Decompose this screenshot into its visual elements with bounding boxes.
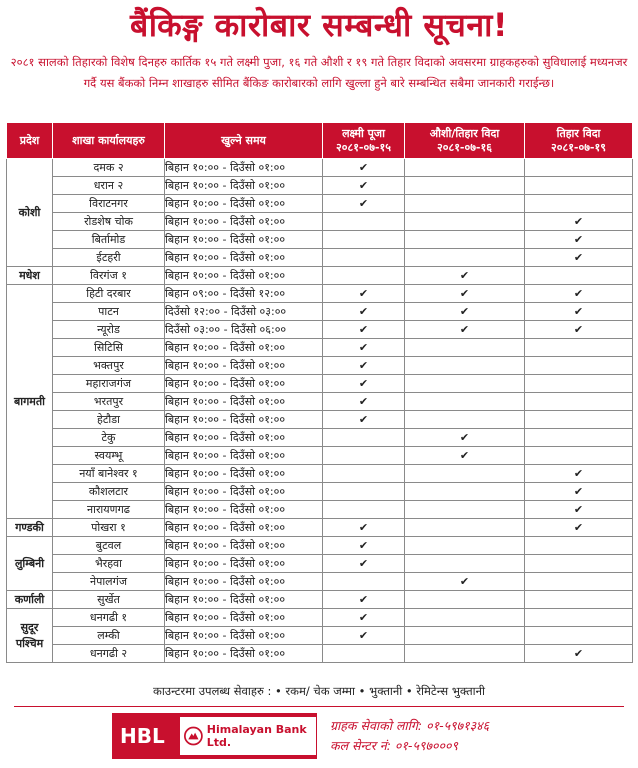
- time-cell: बिहान १०:०० - दिउँसो ०१:००: [165, 501, 323, 519]
- open-d2-cell: [405, 303, 525, 321]
- table-row: [7, 555, 633, 573]
- time-cell: दिउँसो १२:०० - दिउँसो ०३:००: [165, 303, 323, 321]
- time-cell: बिहान १०:०० - दिउँसो ०१:००: [165, 537, 323, 555]
- open-d1-cell: [323, 483, 405, 501]
- province-cell: कर्णाली: [7, 591, 53, 609]
- open-d3-cell: [525, 573, 633, 591]
- checkmark-icon: ✔: [358, 178, 369, 192]
- branch-cell: विराटनगर: [53, 195, 165, 213]
- open-d2-cell: [405, 267, 525, 285]
- checkmark-icon: ✔: [358, 322, 369, 336]
- open-d2-cell: [405, 573, 525, 591]
- open-d1-cell: [323, 303, 405, 321]
- time-cell: बिहान १०:०० - दिउँसो ०१:००: [165, 375, 323, 393]
- logo-short: HBL: [120, 724, 165, 748]
- open-d1-cell: [323, 267, 405, 285]
- checkmark-icon: ✔: [358, 628, 369, 642]
- checkmark-icon: ✔: [358, 394, 369, 408]
- time-cell: बिहान १०:०० - दिउँसो ०१:००: [165, 159, 323, 177]
- bank-emblem-icon: [184, 725, 203, 747]
- open-d1-cell: [323, 447, 405, 465]
- checkmark-icon: ✔: [358, 556, 369, 570]
- checkmark-icon: ✔: [459, 286, 470, 300]
- open-d2-cell: [405, 393, 525, 411]
- province-cell: सुदूर पश्चिम: [7, 609, 53, 663]
- branch-cell: ईटहरी: [53, 249, 165, 267]
- open-d2-cell: [405, 159, 525, 177]
- open-d2-cell: [405, 501, 525, 519]
- table-row: [7, 303, 633, 321]
- table-row: [7, 339, 633, 357]
- checkmark-icon: ✔: [573, 322, 584, 336]
- open-d3-cell: [525, 393, 633, 411]
- notice-intro: २०८१ सालको तिहारको विशेष दिनहरु कार्तिक १५ गते लक्ष्मी पुजा, १६ गते औशी र १९ गते तिहार विदाको अवसरमा ग्राहकहरुको सुविधालाई मध्यनजर गर्दै यस बैंकको निम्न शाखाहरु सीमित बैंकिङ कारोबारको लागि खुल्ला हुने बारे सम्बन्धित सबैमा जानकारी गराईन्छ।: [10, 55, 628, 90]
- open-d2-cell: [405, 555, 525, 573]
- header-day-3: [525, 123, 633, 159]
- table-row: [7, 483, 633, 501]
- open-d1-cell: [323, 573, 405, 591]
- table-row: [7, 195, 633, 213]
- open-d3-cell: [525, 321, 633, 339]
- open-d1-cell: [323, 393, 405, 411]
- open-d1-cell: [323, 195, 405, 213]
- branch-cell: दमक २: [53, 159, 165, 177]
- branch-cell: धनगढी १: [53, 609, 165, 627]
- time-cell: बिहान ०९:०० - दिउँसो १२:००: [165, 285, 323, 303]
- open-d1-cell: [323, 357, 405, 375]
- open-d2-cell: [405, 231, 525, 249]
- open-d1-cell: [323, 321, 405, 339]
- branch-cell: रोडशेष चोक: [53, 213, 165, 231]
- open-d2-cell: [405, 519, 525, 537]
- province-cell: बागमती: [7, 285, 53, 519]
- open-d3-cell: [525, 555, 633, 573]
- checkmark-icon: ✔: [573, 304, 584, 318]
- open-d2-cell: [405, 411, 525, 429]
- open-d3-cell: [525, 429, 633, 447]
- checkmark-icon: ✔: [573, 502, 584, 516]
- time-cell: बिहान १०:०० - दिउँसो ०१:००: [165, 213, 323, 231]
- checkmark-icon: ✔: [358, 592, 369, 606]
- checkmark-icon: ✔: [358, 376, 369, 390]
- checkmark-icon: ✔: [358, 610, 369, 624]
- open-d2-cell: [405, 645, 525, 663]
- time-cell: बिहान १०:०० - दिउँसो ०१:००: [165, 393, 323, 411]
- time-cell: बिहान १०:०० - दिउँसो ०१:००: [165, 483, 323, 501]
- province-cell: गण्डकी: [7, 519, 53, 537]
- checkmark-icon: ✔: [573, 484, 584, 498]
- branch-cell: भक्तपुर: [53, 357, 165, 375]
- open-d1-cell: [323, 501, 405, 519]
- open-d2-cell: [405, 465, 525, 483]
- branch-cell: धरान २: [53, 177, 165, 195]
- province-cell: लुम्बिनी: [7, 537, 53, 591]
- branch-cell: पाटन: [53, 303, 165, 321]
- branch-cell: नारायणगढ: [53, 501, 165, 519]
- checkmark-icon: ✔: [358, 412, 369, 426]
- table-row: [7, 231, 633, 249]
- checkmark-icon: ✔: [358, 340, 369, 354]
- open-d1-cell: [323, 159, 405, 177]
- time-cell: बिहान १०:०० - दिउँसो ०१:००: [165, 249, 323, 267]
- open-d3-cell: [525, 627, 633, 645]
- table-row: [7, 267, 633, 285]
- header-time: खुल्ने समय: [165, 123, 323, 159]
- open-d2-cell: [405, 249, 525, 267]
- branch-cell: पोखरा १: [53, 519, 165, 537]
- checkmark-icon: ✔: [358, 286, 369, 300]
- time-cell: बिहान १०:०० - दिउँसो ०१:००: [165, 591, 323, 609]
- open-d2-cell: [405, 285, 525, 303]
- table-row: [7, 645, 633, 663]
- table-row: [7, 249, 633, 267]
- table-row: [7, 591, 633, 609]
- table-row: [7, 159, 633, 177]
- checkmark-icon: ✔: [358, 520, 369, 534]
- branch-cell: नेपालगंज: [53, 573, 165, 591]
- logo-bank-name: Himalayan Bank Ltd.: [206, 723, 307, 749]
- branch-cell: बुटवल: [53, 537, 165, 555]
- open-d1-cell: [323, 177, 405, 195]
- open-d1-cell: [323, 555, 405, 573]
- checkmark-icon: ✔: [358, 538, 369, 552]
- branch-cell: विरगंज १: [53, 267, 165, 285]
- branch-cell: टेकु: [53, 429, 165, 447]
- call-center-number: कल सेन्टर नं: ०१-५९७०००९: [330, 738, 458, 753]
- table-row: [7, 321, 633, 339]
- branch-cell: भरतपुर: [53, 393, 165, 411]
- branch-cell: हेटौडा: [53, 411, 165, 429]
- table-row: [7, 573, 633, 591]
- checkmark-icon: ✔: [573, 250, 584, 264]
- table-row: [7, 177, 633, 195]
- branch-cell: भैरहवा: [53, 555, 165, 573]
- open-d1-cell: [323, 375, 405, 393]
- open-d2-cell: [405, 195, 525, 213]
- open-d3-cell: [525, 483, 633, 501]
- open-d2-cell: [405, 339, 525, 357]
- open-d1-cell: [323, 249, 405, 267]
- checkmark-icon: ✔: [459, 322, 470, 336]
- open-d2-cell: [405, 609, 525, 627]
- header-day-2: [405, 123, 525, 159]
- province-cell: मधेश: [7, 267, 53, 285]
- table-row: [7, 357, 633, 375]
- header-day-1-date: २०८१-०७-१५: [336, 140, 391, 154]
- open-d3-cell: [525, 501, 633, 519]
- table-row: [7, 627, 633, 645]
- open-d1-cell: [323, 519, 405, 537]
- open-d3-cell: [525, 411, 633, 429]
- open-d2-cell: [405, 591, 525, 609]
- branch-cell: महाराजगंज: [53, 375, 165, 393]
- header-day-3-name: तिहार विदा: [556, 126, 601, 140]
- time-cell: बिहान १०:०० - दिउँसो ०१:००: [165, 267, 323, 285]
- table-row: [7, 537, 633, 555]
- table-row: [7, 411, 633, 429]
- open-d2-cell: [405, 447, 525, 465]
- open-d1-cell: [323, 285, 405, 303]
- time-cell: बिहान १०:०० - दिउँसो ०१:००: [165, 573, 323, 591]
- open-d2-cell: [405, 375, 525, 393]
- table-row: [7, 285, 633, 303]
- checkmark-icon: ✔: [358, 358, 369, 372]
- open-d2-cell: [405, 627, 525, 645]
- open-d3-cell: [525, 591, 633, 609]
- table-row: [7, 393, 633, 411]
- branch-cell: सिटिसि: [53, 339, 165, 357]
- open-d3-cell: [525, 447, 633, 465]
- province-cell: कोशी: [7, 159, 53, 267]
- time-cell: बिहान १०:०० - दिउँसो ०१:००: [165, 339, 323, 357]
- time-cell: बिहान १०:०० - दिउँसो ०१:००: [165, 645, 323, 663]
- open-d3-cell: [525, 231, 633, 249]
- open-d3-cell: [525, 195, 633, 213]
- checkmark-icon: ✔: [573, 232, 584, 246]
- branch-cell: कौशलटार: [53, 483, 165, 501]
- time-cell: बिहान १०:०० - दिउँसो ०१:००: [165, 177, 323, 195]
- open-d1-cell: [323, 591, 405, 609]
- time-cell: बिहान १०:०० - दिउँसो ०१:००: [165, 411, 323, 429]
- open-d3-cell: [525, 537, 633, 555]
- time-cell: बिहान १०:०० - दिउँसो ०१:००: [165, 465, 323, 483]
- contact-info: [330, 716, 489, 756]
- table-body: [7, 159, 633, 663]
- time-cell: बिहान १०:०० - दिउँसो ०१:००: [165, 555, 323, 573]
- branch-cell: हिटी दरबार: [53, 285, 165, 303]
- checkmark-icon: ✔: [358, 196, 369, 210]
- open-d3-cell: [525, 645, 633, 663]
- time-cell: बिहान १०:०० - दिउँसो ०१:००: [165, 357, 323, 375]
- checkmark-icon: ✔: [459, 304, 470, 318]
- open-d2-cell: [405, 177, 525, 195]
- header-branch: शाखा कार्यालयहरु: [53, 123, 165, 159]
- table-row: [7, 465, 633, 483]
- table-row: [7, 375, 633, 393]
- open-d3-cell: [525, 519, 633, 537]
- table-row: [7, 213, 633, 231]
- open-d3-cell: [525, 249, 633, 267]
- header-day-1: [323, 123, 405, 159]
- checkmark-icon: ✔: [358, 304, 369, 318]
- bank-logo: [112, 713, 317, 759]
- open-d2-cell: [405, 483, 525, 501]
- open-d3-cell: [525, 285, 633, 303]
- open-d3-cell: [525, 339, 633, 357]
- checkmark-icon: ✔: [573, 646, 584, 660]
- checkmark-icon: ✔: [358, 160, 369, 174]
- open-d3-cell: [525, 465, 633, 483]
- table-header-row: [7, 123, 633, 159]
- time-cell: बिहान १०:०० - दिउँसो ०१:००: [165, 609, 323, 627]
- branch-cell: बिर्तामोड: [53, 231, 165, 249]
- open-d1-cell: [323, 339, 405, 357]
- branch-schedule-table: [6, 122, 633, 663]
- open-d3-cell: [525, 177, 633, 195]
- open-d2-cell: [405, 357, 525, 375]
- time-cell: बिहान १०:०० - दिउँसो ०१:००: [165, 195, 323, 213]
- open-d2-cell: [405, 321, 525, 339]
- branch-cell: लम्की: [53, 627, 165, 645]
- open-d1-cell: [323, 645, 405, 663]
- branch-cell: स्वयम्भू: [53, 447, 165, 465]
- checkmark-icon: ✔: [459, 448, 470, 462]
- notice-title: बैंकिङ्ग कारोबार सम्बन्धी सूचना!: [130, 6, 508, 44]
- table-row: [7, 447, 633, 465]
- checkmark-icon: ✔: [573, 286, 584, 300]
- branch-cell: नयाँ बानेश्वर १: [53, 465, 165, 483]
- time-cell: बिहान १०:०० - दिउँसो ०१:००: [165, 447, 323, 465]
- open-d3-cell: [525, 267, 633, 285]
- open-d1-cell: [323, 627, 405, 645]
- open-d3-cell: [525, 357, 633, 375]
- time-cell: बिहान १०:०० - दिउँसो ०१:००: [165, 429, 323, 447]
- open-d3-cell: [525, 375, 633, 393]
- open-d1-cell: [323, 429, 405, 447]
- open-d1-cell: [323, 411, 405, 429]
- open-d1-cell: [323, 465, 405, 483]
- open-d3-cell: [525, 609, 633, 627]
- time-cell: बिहान १०:०० - दिउँसो ०१:००: [165, 627, 323, 645]
- header-day-3-date: २०८१-०७-१९: [551, 140, 606, 154]
- open-d3-cell: [525, 159, 633, 177]
- open-d3-cell: [525, 213, 633, 231]
- branch-cell: सुर्खेत: [53, 591, 165, 609]
- table-row: [7, 429, 633, 447]
- branch-cell: धनगढी २: [53, 645, 165, 663]
- open-d1-cell: [323, 537, 405, 555]
- table-row: [7, 609, 633, 627]
- header-day-2-name: औशी/तिहार विदा: [429, 126, 500, 140]
- open-d2-cell: [405, 213, 525, 231]
- checkmark-icon: ✔: [573, 520, 584, 534]
- checkmark-icon: ✔: [459, 268, 470, 282]
- checkmark-icon: ✔: [459, 574, 470, 588]
- checkmark-icon: ✔: [573, 214, 584, 228]
- time-cell: बिहान १०:०० - दिउँसो ०१:००: [165, 231, 323, 249]
- header-province: प्रदेश: [7, 123, 53, 159]
- time-cell: दिउँसो ०३:०० - दिउँसो ०६:००: [165, 321, 323, 339]
- time-cell: बिहान १०:०० - दिउँसो ०१:००: [165, 519, 323, 537]
- table-row: [7, 519, 633, 537]
- open-d1-cell: [323, 231, 405, 249]
- checkmark-icon: ✔: [459, 430, 470, 444]
- open-d1-cell: [323, 213, 405, 231]
- available-services: काउन्टरमा उपलब्ध सेवाहरु : • रकम/ चेक जम्मा • भुक्तानी • रेमिटेन्स भुक्तानी: [153, 684, 485, 698]
- header-day-2-date: २०८१-०७-१६: [437, 140, 492, 154]
- footer-divider: [14, 706, 624, 707]
- open-d3-cell: [525, 303, 633, 321]
- open-d1-cell: [323, 609, 405, 627]
- open-d2-cell: [405, 537, 525, 555]
- branch-cell: न्यूरोड: [53, 321, 165, 339]
- open-d2-cell: [405, 429, 525, 447]
- table-row: [7, 501, 633, 519]
- checkmark-icon: ✔: [573, 466, 584, 480]
- customer-service-number: ग्राहक सेवाको लागि: ०१-५९७१३४६: [330, 718, 490, 733]
- logo-name-panel: [180, 717, 316, 755]
- header-day-1-name: लक्ष्मी पूजा: [342, 126, 385, 140]
